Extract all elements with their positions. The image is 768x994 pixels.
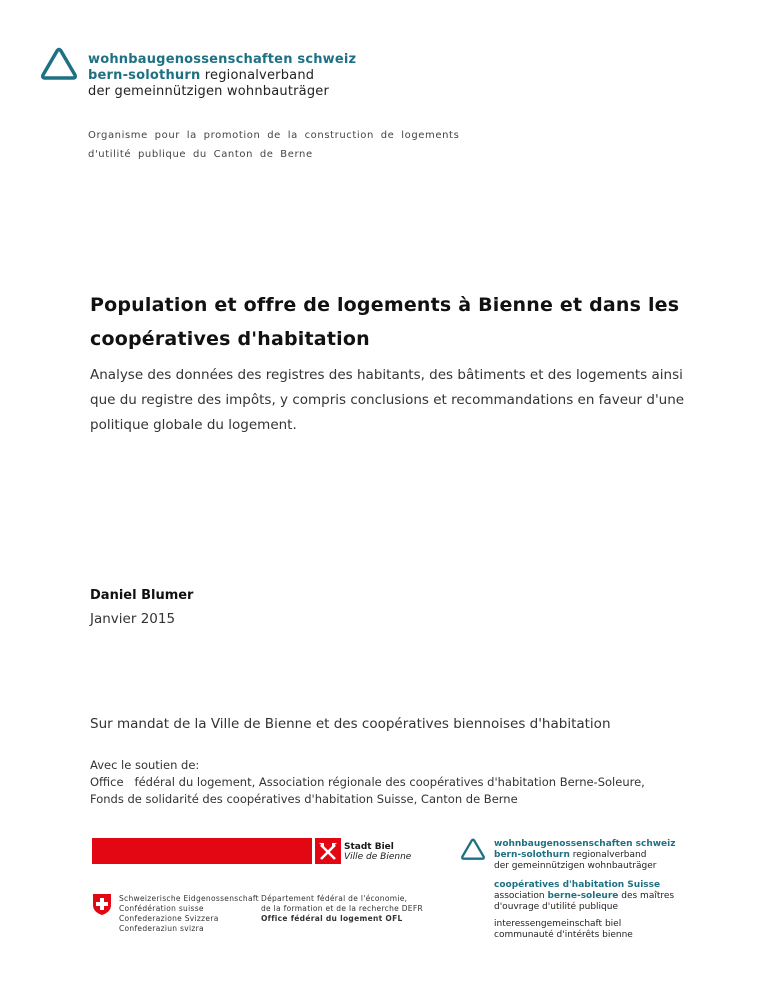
biel-axes-icon [315, 838, 341, 864]
dept-line1: Département fédéral de l'économie, [261, 894, 408, 903]
title-line1: Population et offre de logements à Bienne et dans les [90, 294, 680, 316]
footer-logo-line2 [494, 850, 675, 861]
organisme-line2: d'utilité publique du Canton de Berne [88, 149, 313, 160]
conf-line-fr: Confédération suisse [119, 904, 204, 913]
footer-logo-line2-rest: regionalverband [569, 850, 647, 860]
coop-line2-a: association [494, 891, 548, 901]
organisme-line1: Organisme pour la promotion de la construction de logements [88, 130, 460, 141]
support-label: Avec le soutien de: [90, 758, 200, 772]
confederation-text [119, 894, 259, 934]
logo-line2 [88, 68, 356, 84]
footer-logo-line3: der gemeinnützigen wohnbauträger [494, 861, 657, 871]
conf-line-it: Confederazione Svizzera [119, 914, 219, 923]
date: Janvier 2015 [90, 611, 176, 627]
office-name: Office fédéral du logement OFL [261, 914, 403, 923]
biel-logo-icon [315, 838, 341, 864]
header-logo-text [88, 52, 356, 100]
support-text [90, 757, 645, 808]
biel-line2: Ville de Bienne [344, 852, 412, 862]
coop-line1: coopératives d'habitation Suisse [494, 880, 661, 890]
support-line1: Office fédéral du logement, Association régionale des coopératives d'habitation Berne-Soleure, [90, 775, 645, 789]
biel-line1: Stadt Biel [344, 842, 394, 852]
logo-triangle-icon [40, 47, 78, 83]
coop-line2-c: des maîtres [618, 891, 675, 901]
title-line2: coopératives d'habitation [90, 328, 370, 350]
coop-line2 [494, 891, 674, 902]
coop-line2-b: berne-soleure [547, 891, 619, 901]
logo-line2-bold: bern-solothurn [88, 68, 201, 83]
footer-logo-line2-bold: bern-solothurn [494, 850, 570, 860]
department-text [261, 894, 423, 924]
ig-line2: communauté d'intérêts bienne [494, 930, 633, 940]
footer-logo-line1: wohnbaugenossenschaften schweiz [494, 839, 676, 849]
dept-line2: de la formation et de la recherche DEFR [261, 904, 423, 913]
page-title [90, 288, 679, 356]
mandate-text: Sur mandat de la Ville de Bienne et des coopératives biennoises d'habitation [90, 716, 611, 732]
coop-line3: d'ouvrage d'utilité publique [494, 902, 618, 912]
logo-line1: wohnbaugenossenschaften schweiz [88, 52, 357, 67]
ig-line1: interessengemeinschaft biel [494, 919, 622, 929]
conf-line-de: Schweizerische Eidgenossenschaft [119, 894, 259, 903]
biel-logo-text [344, 842, 411, 862]
swiss-shield-icon [92, 893, 112, 916]
coop-text [494, 880, 674, 913]
footer-logo-text [494, 839, 675, 872]
author: Daniel Blumer [90, 588, 194, 603]
conf-line-rm: Confederaziun svizra [119, 924, 204, 933]
biel-red-bar [92, 838, 312, 864]
ig-text [494, 919, 633, 941]
subtitle-line1: Analyse des données des registres des habitants, des bâtiments et des logements ainsi [90, 367, 683, 383]
logo-line2-rest: regionalverband [200, 68, 315, 83]
organisme-text [88, 126, 459, 164]
subtitle-line2: que du registre des impôts, y compris conclusions et recommandations en faveur d'une [90, 392, 685, 408]
logo-line3: der gemeinnützigen wohnbauträger [88, 84, 330, 99]
support-line2: Fonds de solidarité des coopératives d'habitation Suisse, Canton de Berne [90, 792, 518, 806]
subtitle [90, 363, 684, 438]
subtitle-line3: politique globale du logement. [90, 417, 297, 433]
footer-logo-triangle-icon [460, 838, 486, 862]
